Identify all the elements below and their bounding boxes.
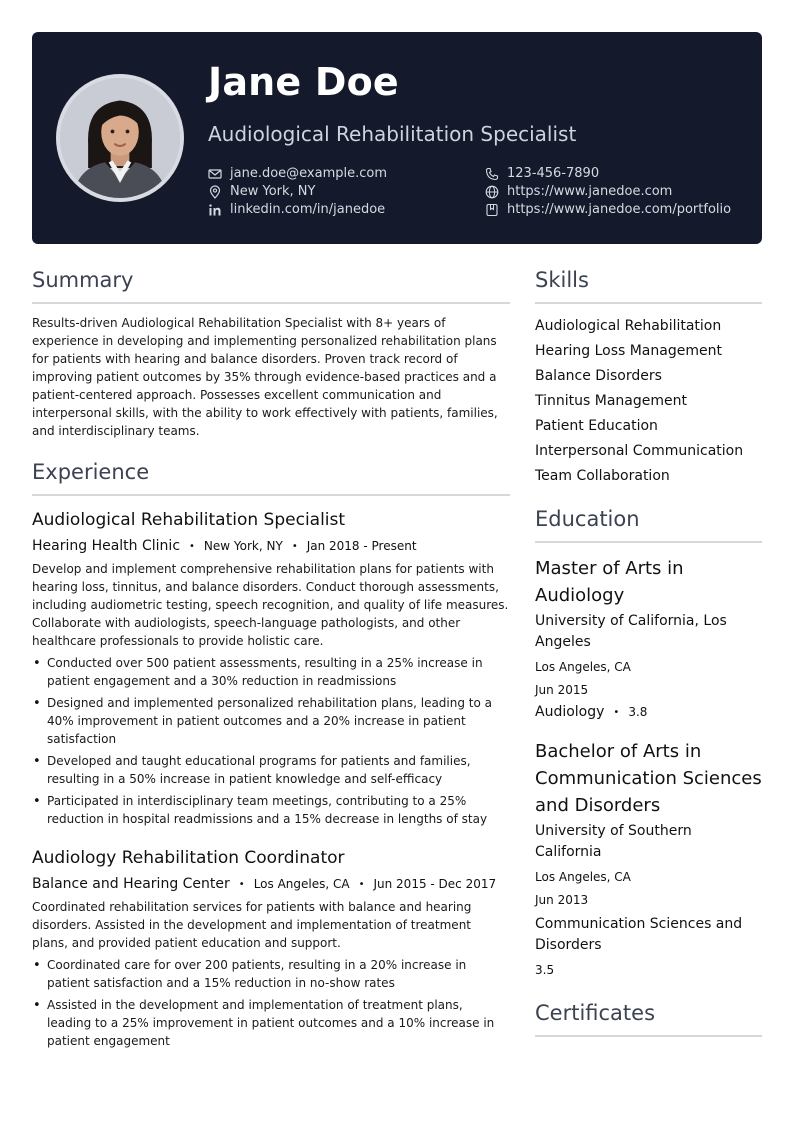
sidebar-column [535, 268, 762, 1037]
education-section [535, 507, 762, 979]
skills-heading: Skills [535, 268, 762, 304]
achievement-item: • Developed and taught educational programs for patients and families, resulting in a 50% increase in patient knowledge and self-efficacy [32, 752, 510, 788]
contact-email[interactable] [208, 166, 387, 181]
field-and-gpa [535, 704, 762, 720]
phone-icon [485, 167, 499, 181]
separator-dot: • [238, 878, 245, 890]
contact-linkedin-text: linkedin.com/in/janedoe [230, 202, 386, 217]
contact-website[interactable] [485, 184, 672, 199]
achievement-item: • Participated in interdisciplinary team meetings, contributing to a 25% reduction in hospital readmissions and a 15% decrease in lengths of stay [32, 792, 510, 828]
skill-item: Interpersonal Communication [535, 443, 744, 459]
profile-photo [56, 74, 184, 202]
bookmark-icon [485, 203, 499, 217]
job-meta [32, 876, 510, 892]
skills-list [535, 314, 762, 489]
contact-linkedin[interactable] [208, 202, 385, 217]
certificates-heading: Certificates [535, 1001, 762, 1037]
contact-website-text: https://www.janedoe.com [507, 184, 673, 199]
job-description: Coordinated rehabilitation services for patients with balance and hearing disorders. Assisted in the development and implementation of treatment plans, and provided patient education and support. [32, 900, 472, 950]
education-entry [535, 738, 762, 979]
separator-dot: • [613, 706, 620, 718]
skills-section [535, 268, 762, 489]
globe-icon [485, 185, 499, 199]
job-role: Audiological Rehabilitation Specialist [32, 510, 346, 530]
contact-location-text: New York, NY [230, 184, 316, 199]
achievement-item: • Assisted in the development and implementation of treatment plans, leading to a 25% improvement in patient outcomes and a 10% increase in patient engagement [32, 996, 510, 1050]
field-of-study: Communication Sciences and Disorders [535, 916, 743, 953]
contact-portfolio[interactable] [485, 202, 731, 217]
job-entry [32, 510, 510, 828]
job-company: Balance and Hearing Center [32, 876, 230, 892]
skill-item: Balance Disorders [535, 368, 662, 384]
school-location: Los Angeles, CA [535, 660, 631, 674]
school-name: University of California, Los Angeles [535, 613, 727, 650]
achievement-item: • Coordinated care for over 200 patients, resulting in a 20% increase in patient satisfaction and a 15% reduction in no-show rates [32, 956, 510, 992]
profile-photo-illustration [60, 78, 180, 198]
skill-item: Tinnitus Management [535, 393, 687, 409]
skill-item: Team Collaboration [535, 468, 670, 484]
separator-dot: • [291, 540, 298, 552]
school-location: Los Angeles, CA [535, 870, 631, 884]
job-dates: Jan 2018 - Present [306, 539, 417, 553]
separator-dot: • [358, 878, 365, 890]
contact-location [208, 184, 315, 199]
location-pin-icon [208, 185, 222, 199]
linkedin-icon [208, 203, 222, 217]
job-company: Hearing Health Clinic [32, 538, 181, 554]
candidate-name: Jane Doe [208, 60, 399, 104]
graduation-date: Jun 2015 [535, 683, 589, 697]
summary-heading: Summary [32, 268, 510, 304]
separator-dot: • [189, 540, 195, 552]
field-of-study: Audiology [535, 704, 605, 720]
skill-item: Hearing Loss Management [535, 343, 722, 359]
experience-section [32, 460, 510, 1050]
contact-info [208, 166, 748, 226]
job-meta [32, 538, 510, 554]
candidate-title: Audiological Rehabilitation Specialist [208, 122, 577, 146]
certificates-section [535, 1001, 762, 1037]
skill-item: Audiological Rehabilitation [535, 318, 722, 334]
summary-text: Results-driven Audiological Rehabilitation Specialist with 8+ years of experience in developing and implementing personalized rehabilitation plans for patients with hearing and balance disorders. Proven track record of improving patient outcomes by 35% through evidence-based practices and a patient-centered approach. Possesses excellent communication and interpersonal skills, with the ability to work effectively with patients, families, and interdisciplinary teams. [32, 316, 498, 438]
contact-portfolio-text: https://www.janedoe.com/portfolio [507, 202, 732, 217]
education-heading: Education [535, 507, 762, 543]
job-entry [32, 848, 510, 1050]
achievement-item: • Conducted over 500 patient assessments, resulting in a 25% increase in patient engagement and a 30% reduction in readmissions [32, 654, 510, 690]
graduation-date: Jun 2013 [535, 893, 589, 907]
gpa: 3.5 [535, 963, 555, 977]
contact-phone[interactable] [485, 166, 599, 181]
achievement-item: • Designed and implemented personalized rehabilitation plans, leading to a 40% improvement in patient outcomes and a 20% increase in patient satisfaction [32, 694, 510, 748]
degree-name: Master of Arts in Audiology [535, 558, 684, 606]
job-achievements [32, 956, 510, 1050]
job-location: New York, NY [203, 539, 283, 553]
job-location: Los Angeles, CA [253, 877, 350, 891]
resume-header [32, 32, 762, 244]
mail-icon [208, 167, 222, 181]
gpa: 3.8 [628, 705, 648, 719]
job-dates: Jun 2015 - Dec 2017 [373, 877, 497, 891]
job-role: Audiology Rehabilitation Coordinator [32, 848, 345, 868]
contact-phone-text: 123-456-7890 [507, 166, 600, 181]
summary-section [32, 268, 510, 440]
education-entry [535, 555, 762, 720]
job-description: Develop and implement comprehensive rehabilitation plans for patients with hearing loss, tinnitus, and balance disorders. Conduct thorough assessments, including audiometric testing, speech recognition, and quality of life measures. Collaborate with audiologists, speech-language pathologists, and other healthcare professionals to provide holistic care. [32, 562, 509, 648]
skill-item: Patient Education [535, 418, 658, 434]
degree-name: Bachelor of Arts in Communication Sciences and Disorders [535, 741, 762, 816]
main-column [32, 268, 510, 1054]
school-name: University of Southern California [535, 823, 692, 860]
job-achievements [32, 654, 510, 828]
contact-email-text: jane.doe@example.com [230, 166, 388, 181]
experience-heading: Experience [32, 460, 510, 496]
